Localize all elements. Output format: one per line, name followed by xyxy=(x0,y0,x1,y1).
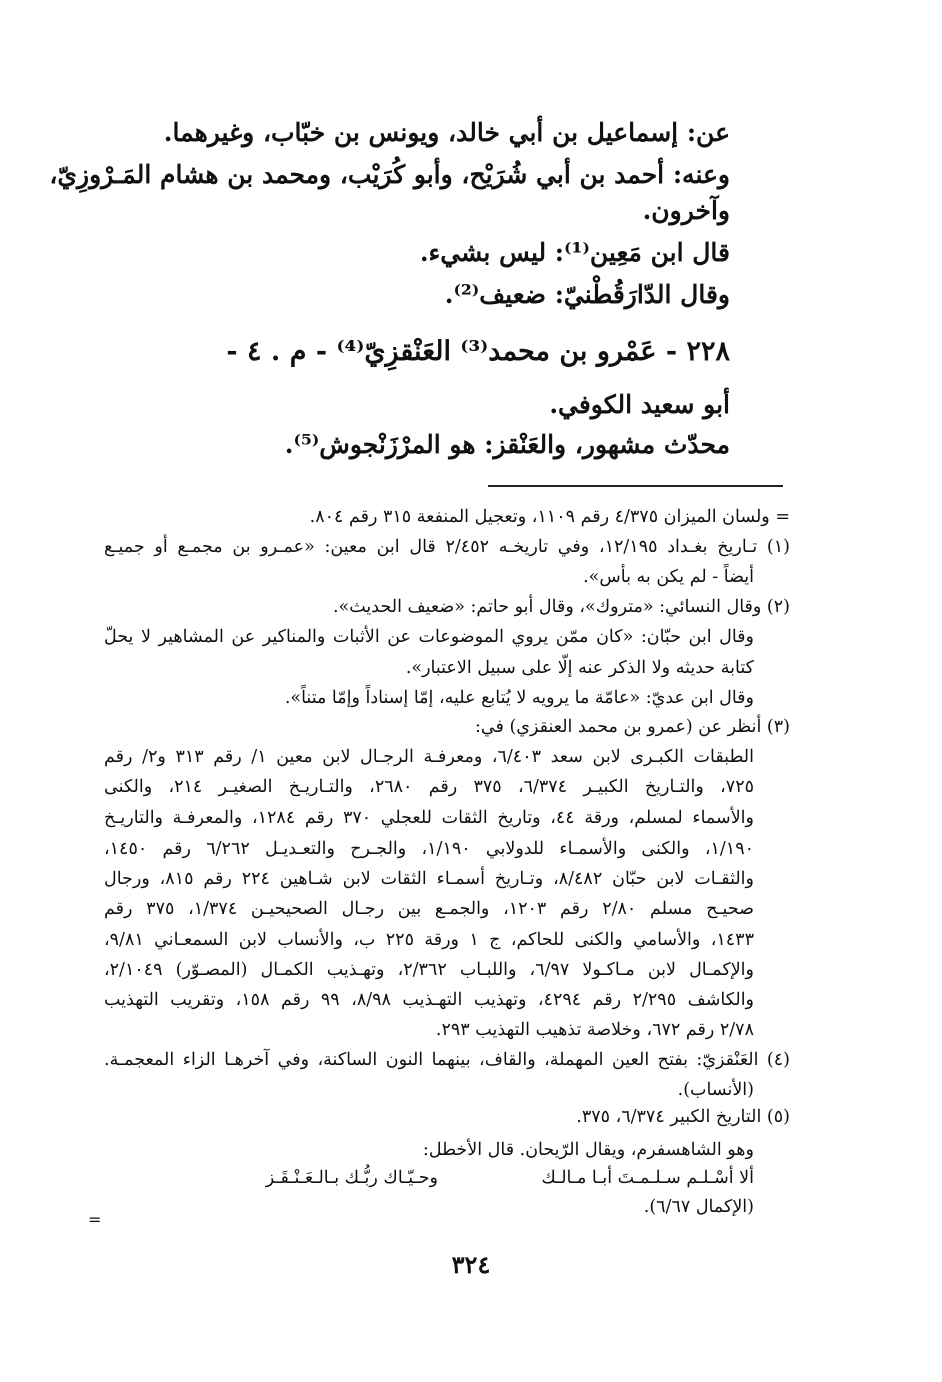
footnote-line: وقال ابن عديّ: «عامّة ما يرويه لا يُتابع عليه، إمّا إسناداً وإمّا متناً». xyxy=(284,688,754,708)
footnote-separator xyxy=(488,485,783,487)
footnote-line: (٢) وقال النسائي: «متروك»، وقال أبو حاتم: «ضعيف الحديث». xyxy=(332,597,790,617)
footnote-line: الطبقات الكبـرى لابن سعد ٦/٤٠٣، ومعرفـة الرجـال لابن معين ١/ رقم ٣١٣ و٢/ رقم xyxy=(104,747,754,767)
main-line-description: محدّث مشهور، والعَنْقز: هو المرْزَنْجوش⁽⁵⁾. xyxy=(284,430,730,459)
page-number: ٣٢٤ xyxy=(451,1250,491,1279)
footnote-line: (٤) العَنْقزيّ: بفتح العين المهملة، والقاف، بينهما النون الساكنة، وفي آخرهـا الزاء المعجمـة. xyxy=(104,1050,790,1070)
poem-hemistich-first: ألا أسْـلـم سـلـمـتَ أبـا مـالـك xyxy=(541,1168,754,1188)
footnote-line: أيضاً - لم يكن به بأس». xyxy=(583,567,754,587)
footnote-line: ٢/٧٨ رقم ٦٧٢، وخلاصة تذهيب التهذيب ٢٩٣. xyxy=(435,1020,754,1040)
footnote-line: وقال ابن حبّان: «كان ممّن يروي الموضوعات عن الأثبات والمناكير عن المشاهير لا يحلّ xyxy=(104,627,754,647)
footnote-line: ١٤٣٣، والأسامي والكنى للحاكم، ج ١ ورقة ٢٢٥ ب، والأنساب لابن السمعـاني ٩/٨١، xyxy=(104,930,754,950)
footnote-line: صحيـح مسلم ٢/٨٠ رقم ١٢٠٣، والجمـع بين رجـال الصحيحيـن ١/٣٧٤، ٣٧٥ رقم xyxy=(104,899,754,919)
footnote-line: (١) تـاريخ بغـداد ١٢/١٩٥، وفي تاريخـه ٢/٤٥٢ قال ابن معين: «عمـرو بن مجمـع أو جميـع xyxy=(104,537,790,557)
main-line-from: عن: إسماعيل بن أبي خالد، ويونس بن خبّاب، وغيرهما. xyxy=(163,118,730,147)
main-line-others: وآخرون. xyxy=(642,196,730,225)
main-line-narrators: وعنه: أحمد بن أبي شُرَيْح، وأبو كُرَيْب، ومحمد بن هشام المَـرْوزِيّ، xyxy=(49,160,730,189)
footnote-line: كتابة حديثه ولا الذكر عنه إلّا على سبيل الاعتبار». xyxy=(405,658,754,678)
footnote-line: والثقـات لابن حبّان ٨/٤٨٢، وتـاريخ أسمـاء الثقات لابن شـاهين ٢٢٤ رقم ٨١٥، ورجال xyxy=(104,869,754,889)
main-line-ibn-main: قال ابن مَعِين⁽¹⁾: ليس بشيء. xyxy=(419,238,730,267)
continuation-mark: = xyxy=(88,1210,102,1229)
footnote-line: (٥) التاريخ الكبير ٦/٣٧٤، ٣٧٥. xyxy=(576,1107,790,1127)
footnote-line: ١/١٩٠، والكنى والأسمـاء للدولابي ١/١٩٠، والجـرح والتعـديـل ٦/٢٦٢ رقم ١٤٥٠، xyxy=(104,839,754,859)
footnote-line: (الإكمال ٦/٦٧). xyxy=(643,1197,754,1217)
footnote-line: والكاشف ٢/٢٩٥ رقم ٤٢٩٤، وتهذيب التهـذيب ٨/٩٨، ٩٩ رقم ١٥٨، وتقريب التهذيب xyxy=(104,990,755,1010)
footnote-line: وهو الشاهسفرم، ويقال الرّيحان. قال الأخطل: xyxy=(422,1140,754,1160)
footnote-line: (الأنساب). xyxy=(677,1080,754,1100)
footnote-line: ٧٢٥، والتـاريخ الكبيـر ٦/٣٧٤، ٣٧٥ رقم ٢٦٨٠، والتـاريـخ الصغيـر ٢١٤، والكنى xyxy=(104,777,754,797)
footnote-line: (٣) أنظر عن (عمرو بن محمد العنقزي) في: xyxy=(475,717,790,737)
entry-heading: ٢٢٨ - عَمْرو بن محمد⁽³⁾ العَنْقزِيّ⁽⁴⁾ - م . ٤ - xyxy=(226,336,730,367)
footnote-line: = ولسان الميزان ٤/٣٧٥ رقم ١١٠٩، وتعجيل المنفعة ٣١٥ رقم ٨٠٤. xyxy=(309,507,790,527)
main-line-kunya: أبو سعيد الكوفي. xyxy=(549,390,730,419)
footnote-line: والأسماء لمسلم، ورقة ٤٤، وتاريخ الثقات للعجلي ٣٧٠ رقم ١٢٨٤، والمعرفـة والتاريـخ xyxy=(104,808,754,828)
footnote-line: والإكمـال لابن مـاكـولا ٦/٩٧، واللبـاب ٢/٣٦٢، وتهـذيب الكمـال (المصـوّر) ٢/١٠٤٩، xyxy=(104,960,754,980)
main-line-daraqutni: وقال الدّارَقُطْنيّ: ضعيف⁽²⁾. xyxy=(444,280,730,309)
poem-hemistich-second: وحـيّـاك ربُّـك بـالـعَـنْـقَـز xyxy=(265,1168,438,1188)
